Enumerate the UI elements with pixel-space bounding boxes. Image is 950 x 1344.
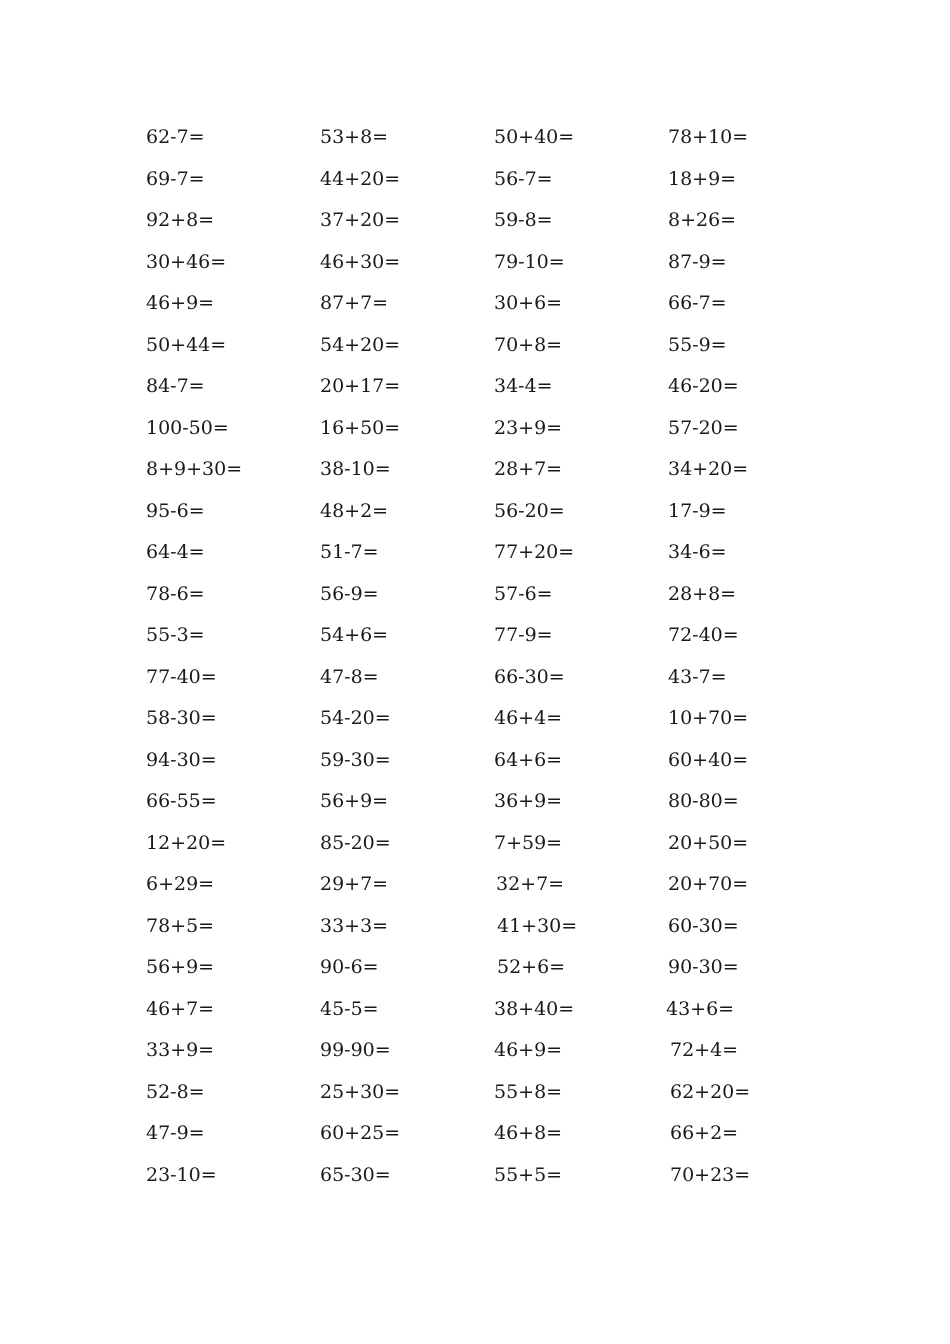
problem-r10-c1: 95-6= [146, 499, 205, 522]
problem-r6-c1: 50+44= [146, 333, 227, 356]
problem-r17-c1: 66-55= [146, 790, 217, 812]
problem-r23-c2: 99-90= [320, 1039, 391, 1061]
problem-r13-c4: 72-40= [668, 624, 739, 646]
problem-r20-c3: 41+30= [497, 914, 578, 937]
problem-r14-c4: 43-7= [668, 665, 727, 688]
problem-r5-c1: 46+9= [146, 292, 215, 314]
problem-r21-c3: 52+6= [497, 956, 566, 978]
problem-r6-c2: 54+20= [320, 333, 401, 356]
problem-r18-c1: 12+20= [146, 831, 227, 854]
problem-r20-c2: 33+3= [320, 914, 389, 937]
problem-r20-c1: 78+5= [146, 914, 215, 937]
problem-r7-c2: 20+17= [320, 375, 401, 397]
problem-r2-c1: 69-7= [146, 167, 205, 190]
problem-r11-c3: 77+20= [494, 541, 575, 563]
problem-r18-c3: 7+59= [494, 831, 563, 854]
problem-r21-c2: 90-6= [320, 956, 379, 978]
problem-r25-c2: 60+25= [320, 1122, 401, 1144]
problem-r10-c4: 17-9= [668, 499, 727, 522]
problem-r7-c1: 84-7= [146, 375, 205, 397]
problem-r13-c2: 54+6= [320, 624, 389, 646]
problem-r26-c3: 55+5= [494, 1163, 563, 1186]
problem-r15-c3: 46+4= [494, 707, 563, 729]
problem-r8-c4: 57-20= [668, 416, 739, 439]
problem-r3-c3: 59-8= [494, 209, 553, 231]
problem-r9-c4: 34+20= [668, 458, 749, 480]
problem-r6-c3: 70+8= [494, 333, 563, 356]
problem-r1-c2: 53+8= [320, 126, 389, 148]
problem-r4-c3: 79-10= [494, 250, 565, 273]
problem-r25-c4: 66+2= [670, 1122, 739, 1144]
problem-r4-c1: 30+46= [146, 250, 227, 273]
problem-r15-c1: 58-30= [146, 707, 217, 729]
problem-r10-c3: 56-20= [494, 499, 565, 522]
problem-r3-c1: 92+8= [146, 209, 215, 231]
problem-r23-c3: 46+9= [494, 1039, 563, 1061]
problem-r16-c2: 59-30= [320, 748, 391, 771]
problem-r14-c2: 47-8= [320, 665, 379, 688]
problem-r18-c2: 85-20= [320, 831, 391, 854]
problem-r14-c3: 66-30= [494, 665, 565, 688]
problem-r3-c2: 37+20= [320, 209, 401, 231]
problem-r22-c3: 38+40= [494, 997, 575, 1020]
problem-r24-c4: 62+20= [670, 1080, 751, 1103]
problem-r13-c3: 77-9= [494, 624, 553, 646]
problem-r23-c1: 33+9= [146, 1039, 215, 1061]
problem-r19-c3: 32+7= [496, 873, 565, 895]
problem-r11-c4: 34-6= [668, 541, 727, 563]
problem-r22-c1: 46+7= [146, 997, 215, 1020]
problem-r25-c1: 47-9= [146, 1122, 205, 1144]
problem-r26-c4: 70+23= [670, 1163, 751, 1186]
problem-r12-c4: 28+8= [668, 582, 737, 605]
problem-r19-c2: 29+7= [320, 873, 389, 895]
problem-r4-c2: 46+30= [320, 250, 401, 273]
problem-r6-c4: 55-9= [668, 333, 727, 356]
problem-r12-c2: 56-9= [320, 582, 379, 605]
problem-r12-c1: 78-6= [146, 582, 205, 605]
problem-r9-c3: 28+7= [494, 458, 563, 480]
problem-r1-c1: 62-7= [146, 126, 205, 148]
problem-r16-c1: 94-30= [146, 748, 217, 771]
problem-r24-c3: 55+8= [494, 1080, 563, 1103]
problem-r26-c1: 23-10= [146, 1163, 217, 1186]
problem-r22-c2: 45-5= [320, 997, 379, 1020]
problem-r15-c2: 54-20= [320, 707, 391, 729]
problem-r18-c4: 20+50= [668, 831, 749, 854]
problem-r16-c3: 64+6= [494, 748, 563, 771]
problem-r7-c4: 46-20= [668, 375, 739, 397]
problem-r14-c1: 77-40= [146, 665, 217, 688]
problem-r5-c3: 30+6= [494, 292, 563, 314]
problem-r22-c4: 43+6= [666, 997, 735, 1020]
problem-r7-c3: 34-4= [494, 375, 553, 397]
problem-r8-c3: 23+9= [494, 416, 563, 439]
problem-r19-c1: 6+29= [146, 873, 215, 895]
problem-r12-c3: 57-6= [494, 582, 553, 605]
problem-r19-c4: 20+70= [668, 873, 749, 895]
problem-r1-c4: 78+10= [668, 126, 749, 148]
problem-r11-c2: 51-7= [320, 541, 379, 563]
problem-r17-c4: 80-80= [668, 790, 739, 812]
problem-r5-c4: 66-7= [668, 292, 727, 314]
problem-r5-c2: 87+7= [320, 292, 389, 314]
problem-r2-c3: 56-7= [494, 167, 553, 190]
problem-r25-c3: 46+8= [494, 1122, 563, 1144]
problem-r21-c1: 56+9= [146, 956, 215, 978]
problem-r8-c2: 16+50= [320, 416, 401, 439]
problem-r9-c1: 8+9+30= [146, 458, 243, 480]
problem-r1-c3: 50+40= [494, 126, 575, 148]
problem-r2-c4: 18+9= [668, 167, 737, 190]
problem-r17-c2: 56+9= [320, 790, 389, 812]
problem-r17-c3: 36+9= [494, 790, 563, 812]
problem-r13-c1: 55-3= [146, 624, 205, 646]
problem-r24-c1: 52-8= [146, 1080, 205, 1103]
problem-r4-c4: 87-9= [668, 250, 727, 273]
problem-r23-c4: 72+4= [670, 1039, 739, 1061]
problem-r21-c4: 90-30= [668, 956, 739, 978]
problem-r15-c4: 10+70= [668, 707, 749, 729]
problem-r2-c2: 44+20= [320, 167, 401, 190]
problem-r8-c1: 100-50= [146, 416, 229, 439]
problem-r11-c1: 64-4= [146, 541, 205, 563]
problem-r3-c4: 8+26= [668, 209, 737, 231]
problem-r24-c2: 25+30= [320, 1080, 401, 1103]
problem-r10-c2: 48+2= [320, 499, 389, 522]
problem-r16-c4: 60+40= [668, 748, 749, 771]
problem-r9-c2: 38-10= [320, 458, 391, 480]
problem-r20-c4: 60-30= [668, 914, 739, 937]
problem-r26-c2: 65-30= [320, 1163, 391, 1186]
